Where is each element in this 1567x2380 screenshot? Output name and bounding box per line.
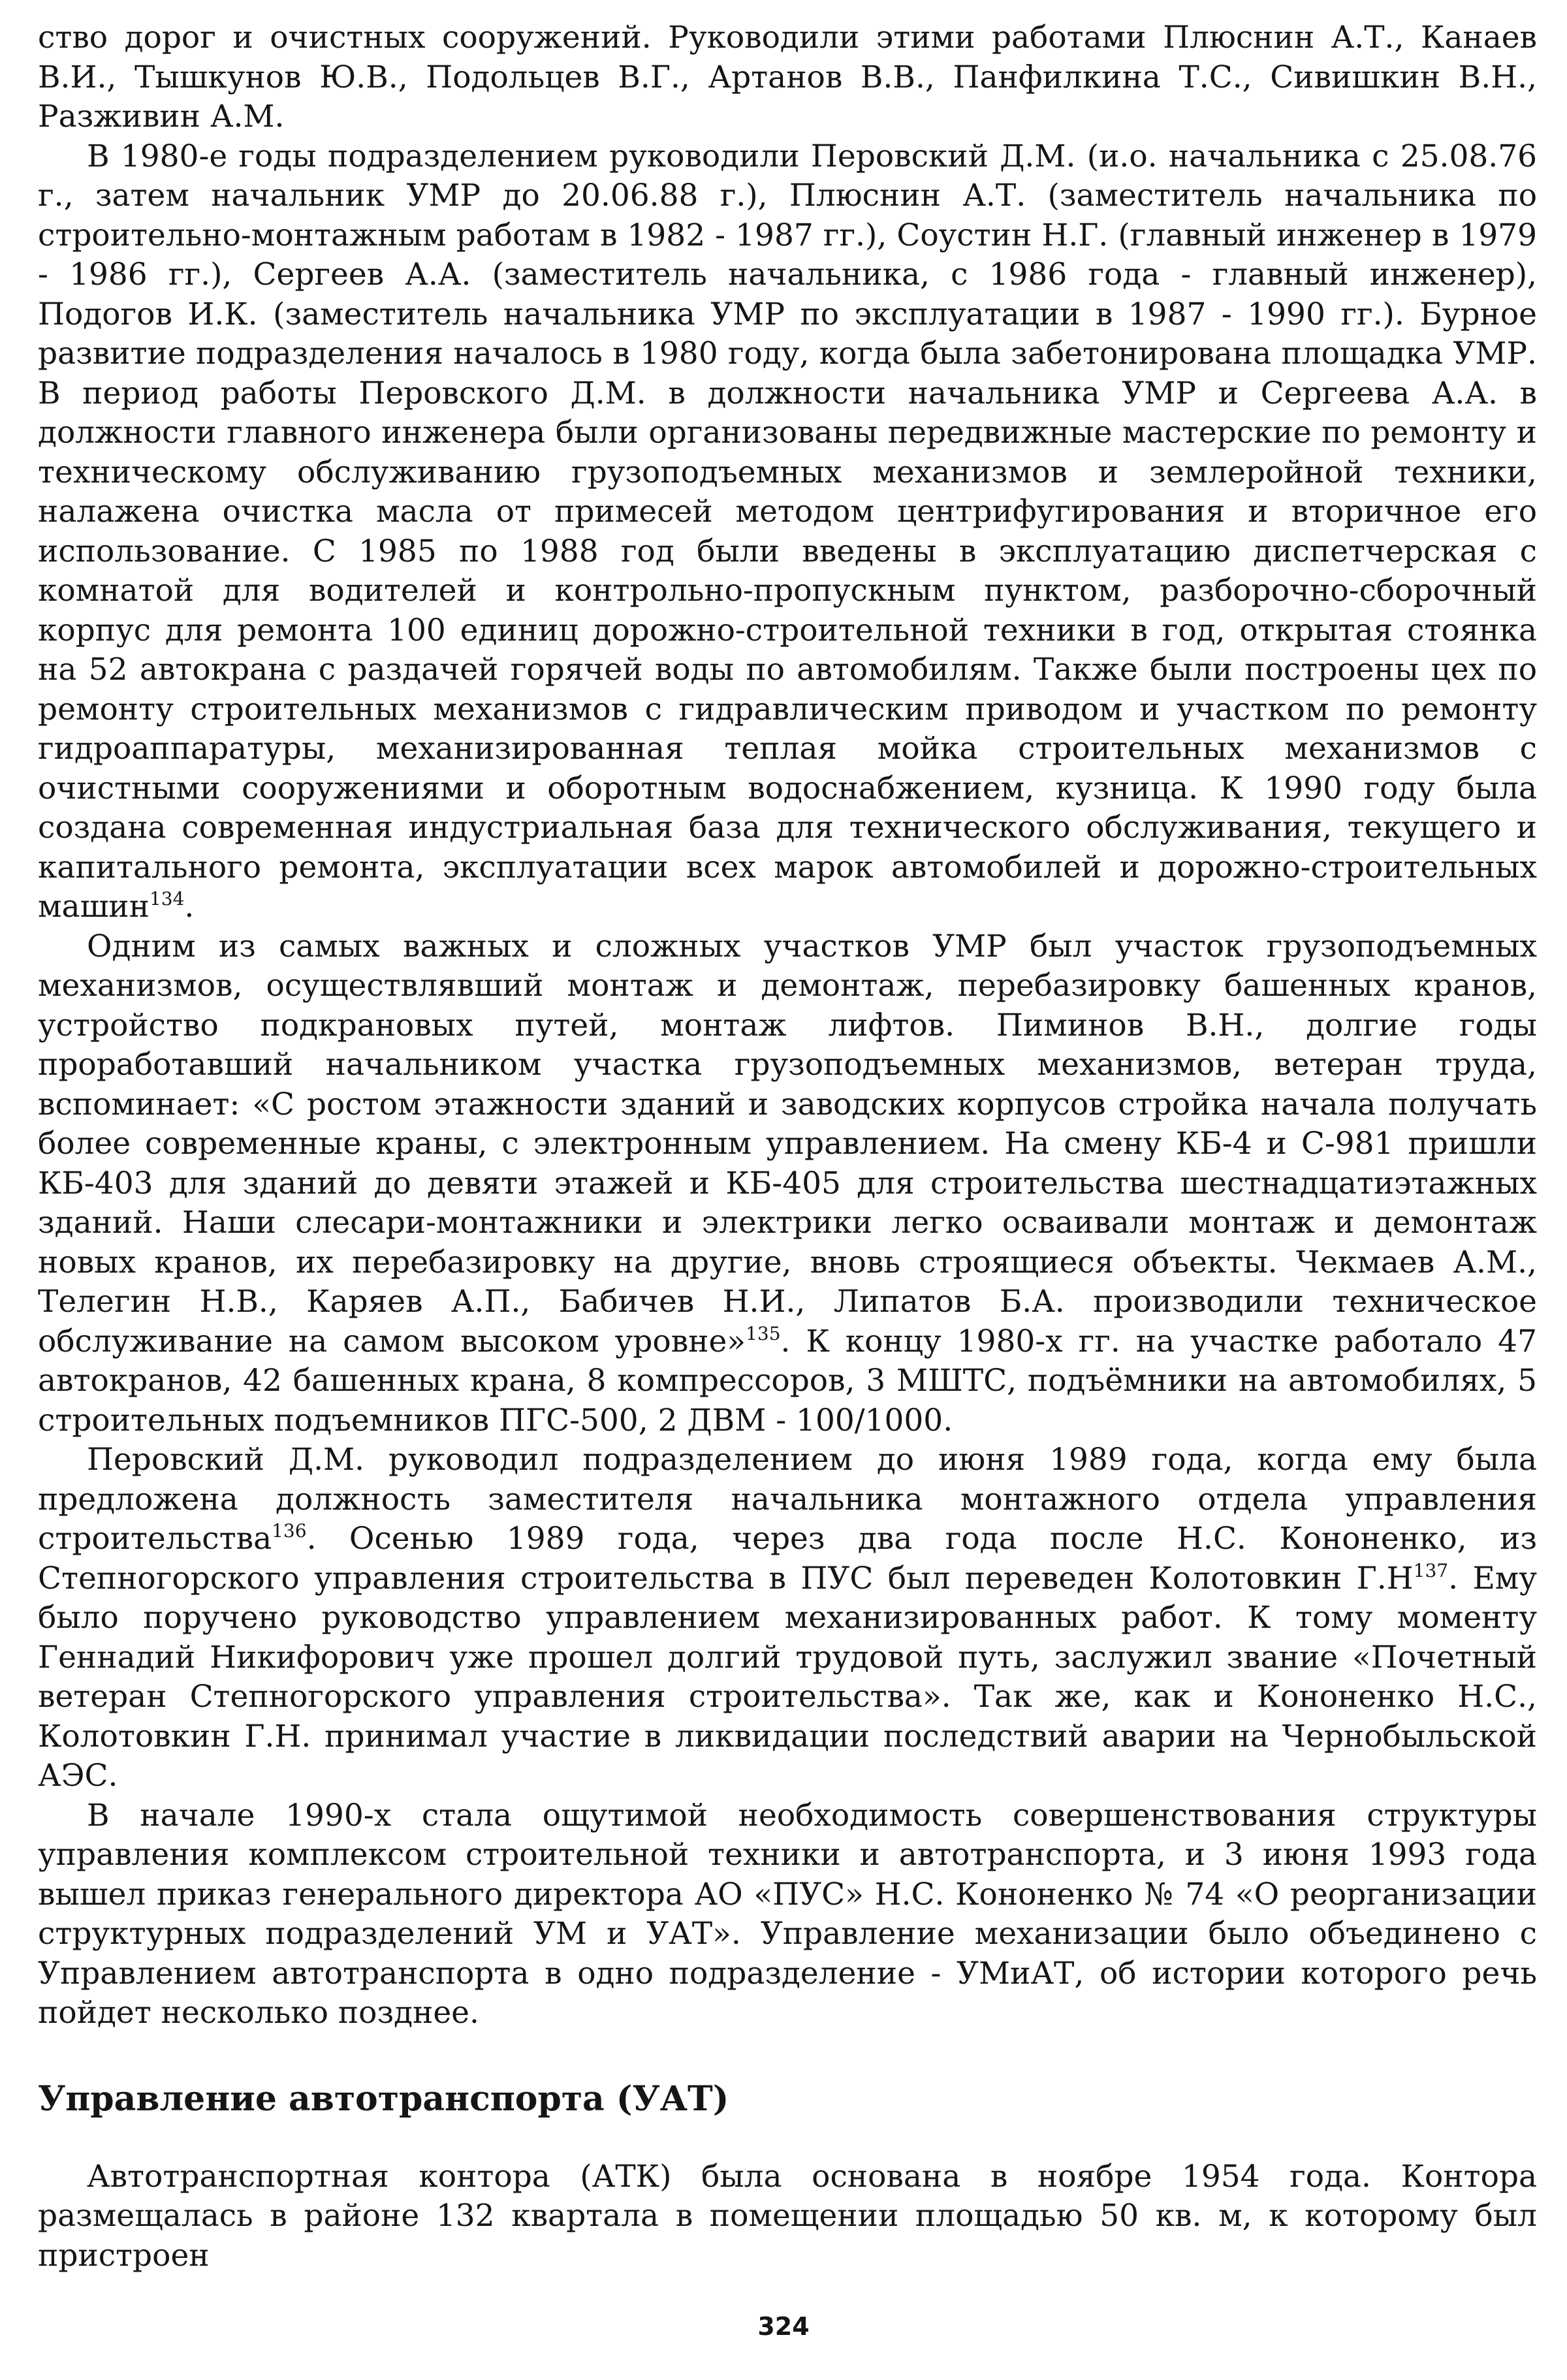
page-number: 324 (757, 2312, 810, 2341)
paragraph-text: Автотранспортная контора (АТК) была основана в ноябре 1954 года. Контора размещалась в районе 132 квартала в помещении площадью 50 кв. м, к которому был пристроен (38, 2158, 1537, 2274)
paragraph-continuation (38, 18, 1537, 137)
paragraph-atk-founding (38, 2157, 1537, 2276)
footnote-ref-137: 137 (1413, 1559, 1449, 1581)
footnote-ref-134: 134 (149, 888, 185, 910)
footnote-ref-135: 135 (746, 1322, 781, 1344)
paragraph-perovsky-kolotovkin: Перовский Д.М. руководил подразделением до июня 1989 года, когда ему была предложена должность заместителя начальника монтажного отдела управления строительства$^{136}$. Осенью 1989 года, через два года после Н.С. Кононенко, из Степногорского управления строительства в ПУС был переведен Колотовкин $Г.Н^{137}$. Ему было поручено руководство управлением механизированных работ. К тому моменту Геннадий Никифорович уже прошел долгий трудовой путь, заслужил звание «Почетный ветеран Степногорского управления строительства». Так же, как и Кононенко Н.С., Колотовкин Г.Н. принимал участие в ликвидации последствий аварии на Чернобыльской АЭС. (38, 1442, 1537, 1794)
paragraph-1980s-leadership: В 1980-е годы подразделением руководили Перовский Д.М. (и.о. начальника с 25.08.76 г., затем начальник УМР до 20.06.88 г.), Плюснин А.Т. (заместитель начальника по строительно-монтажным работам в 1982 - 1987 гг.), Соустин Н.Г. (главный инженер в 1979 - 1986 гг.), Сергеев А.А. (заместитель начальника, с 1986 года - главный инженер), Подогов И.К. (заместитель начальника УМР по эксплуатации в 1987 - 1990 гг.). Бурное развитие подразделения началось в 1980 году, когда была забетонирована площадка УМР. В период работы Перовского Д.М. в должности начальника УМР и Сергеева А.А. в должности главного инженера были организованы передвижные мастерские по ремонту и техническому обслуживанию грузоподъемных механизмов и землеройной техники, налажена очистка масла от примесей методом центрифугирования и вторичное его использование. С 1985 по 1988 год были введены в эксплуатацию диспетчерская с комнатой для водителей и контрольно-пропускным пунктом, разборочно-сборочный корпус для ремонта 100 единиц дорожно-строительной техники в год, открытая стоянка на 52 автокрана с раздачей горячей воды по автомобилям. Также были построены цех по ремонту строительных механизмов с гидравлическим приводом и участком по ремонту гидроаппаратуры, механизированная теплая мойка строительных механизмов с очистными сооружениями и оборотным водоснабжением, кузница. К 1990 году была создана современная индустриальная база для технического обслуживания, текущего и капитального ремонта, эксплуатации всех марок автомобилей и дорожно-строительных машин$^{134}$. (38, 138, 1537, 925)
footnote-ref-136: 136 (272, 1520, 307, 1542)
page-body (38, 18, 1537, 2276)
paragraph-crane-section: Одним из самых важных и сложных участков УМР был участок грузоподъемных механизмов, осуществлявший монтаж и демонтаж, перебазировку башенных кранов, устройство подкрановых путей, монтаж лифтов. Пиминов В.Н., долгие годы проработавший начальником участка грузоподъемных механизмов, ветеран труда, вспоминает: «С ростом этажности зданий и заводских корпусов стройка начала получать более современные краны, с электронным управлением. На смену КБ-4 и С-981 пришли КБ-403 для зданий до девяти этажей и КБ-405 для строительства шестнадцатиэтажных зданий. Наши слесари-монтажники и электрики легко осваивали монтаж и демонтаж новых кранов, их перебазировку на другие, вновь строящиеся объекты. Чекмаев А.М., Телегин Н.В., Каряев А.П., Бабичев Н.И., Липатов Б.А. производили техническое обслуживание на самом высоком уровне»$^{135}$. К концу 1980-х гг. на участке работало 47 автокранов, 42 башенных крана, 8 компрессоров, 3 МШТС, подъёмники на автомобилях, 5 строительных подъемников ПГС-500, 2 ДВМ - 100/1000. (38, 928, 1537, 1438)
paragraph-text: В 1980-е годы подразделением руководили Перовский Д.М. (и.о. начальника с 25.08.76 г., затем начальник УМР до 20.06.88 г.), Плюснин А.Т. (заместитель начальника по строительно-монтажным работам в 1982 - 1987 гг.), Соустин Н.Г. (главный инженер в 1979 - 1986 гг.), Сергеев А.А. (заместитель начальника, с 1986 года - главный инженер), Подогов И.К. (заместитель начальника УМР по эксплуатации в 1987 - 1990 гг.). Бурное развитие подразделения началось в 1980 году, когда была забетонирована площадка УМР. В период работы Перовского Д.М. в должности начальника УМР и Сергеева А.А. в должности главного инженера были организованы передвижные мастерские по ремонту и техническому обслуживанию грузоподъемных механизмов и землеройной техники, налажена очистка масла от примесей методом центрифугирования и вторичное его использование. С 1985 по 1988 год были введены в эксплуатацию диспетчерская с комнатой для водителей и контрольно-пропускным пунктом, разборочно-сборочный корпус для ремонта 100 единиц дорожно-строительной техники в год, открытая стоянка на 52 автокрана с раздачей горячей воды по автомобилям. Также были построены цех по ремонту строительных механизмов с гидравлическим приводом и участком по ремонту гидроаппаратуры, механизированная теплая мойка строительных механизмов с очистными сооружениями и оборотным водоснабжением, кузница. К 1990 году была создана современная индустриальная база для технического обслуживания, текущего и капитального ремонта, эксплуатации всех марок автомобилей и дорожно-строительных машин (38, 138, 1537, 925)
paragraph-text: Перовский Д.М. руководил подразделением до июня 1989 года, когда ему была предложена должность заместителя начальника монтажного отдела управления строительства (38, 1442, 1537, 1557)
section-heading: Управление автотранспорта (УАТ) (38, 2078, 729, 2119)
paragraph-text: Одним из самых важных и сложных участков УМР был участок грузоподъемных механизмов, осуществлявший монтаж и демонтаж, перебазировку башенных кранов, устройство подкрановых путей, монтаж лифтов. Пиминов В.Н., долгие годы проработавший начальником участка грузоподъемных механизмов, ветеран труда, вспоминает: «С ростом этажности зданий и заводских корпусов стройка начала получать более современные краны, с электронным управлением. На смену КБ-4 и С-981 пришли КБ-403 для зданий до девяти этажей и КБ-405 для строительства шестнадцатиэтажных зданий. Наши слесари-монтажники и электрики легко осваивали монтаж и демонтаж новых кранов, их перебазировку на другие, вновь строящиеся объекты. Чекмаев А.М., Телегин Н.В., Каряев А.П., Бабичев Н.И., Липатов Б.А. производили техническое обслуживание на самом высоком уровне» (38, 928, 1537, 1359)
paragraph-text-after: Ему было поручено руководство управлением механизированных работ. К тому моменту Геннадий Никифорович уже прошел долгий трудовой путь, заслужил звание «Почетный ветеран Степногорского управления строительства». Так же, как и Кононенко Н.С., Колотовкин Г.Н. принимал участие в ликвидации последствий аварии на Чернобыльской АЭС. (38, 1560, 1537, 1794)
paragraph-text: ство дорог и очистных сооружений. Руководили этими работами Плюснин А.Т., Канаев В.И., Тышкунов Ю.В., Подольцев В.Г., Артанов В.В., Панфилкина Т.С., Сивишкин В.Н., Разживин А.М. (38, 20, 1537, 135)
paragraph-text: В начале 1990-х стала ощутимой необходимость совершенствования структуры управления комплексом строительной техники и автотранспорта, и 3 июня 1993 года вышел приказ генерального директора АО «ПУС» Н.С. Кононенко № 74 «О реорганизации структурных подразделений УМ и УАТ». Управление механизации было объединено с Управлением автотранспорта в одно подразделение - УМиАТ, об истории которого речь пойдет несколько позднее. (38, 1797, 1537, 2031)
paragraph-1990s-reorganization (38, 1796, 1537, 2033)
paragraph-text-after: К концу 1980-х гг. на участке работало 47 автокранов, 42 башенных крана, 8 компрессоров, 3 МШТС, подъёмники на автомобилях, 5 строительных подъемников ПГС-500, 2 ДВМ - 100/1000. (38, 1323, 1537, 1438)
paragraph-text-middle: Осенью 1989 года, через два года после Н.С. Кононенко, из Степногорского управления строительства в ПУС был переведен Колотовкин Г.Н (38, 1521, 1537, 1596)
